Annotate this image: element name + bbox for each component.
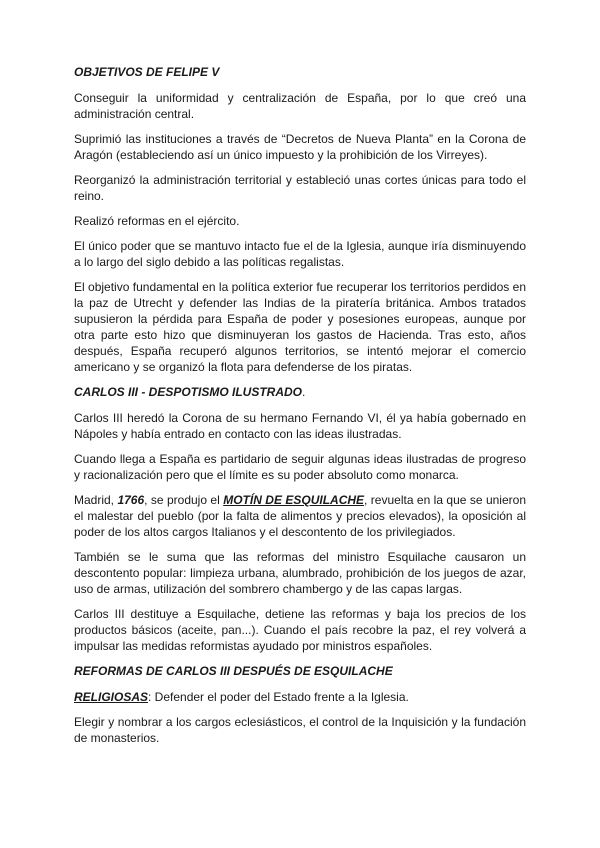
paragraph-ideas-ilustradas: Cuando llega a España es partidario de seguir algunas ideas ilustradas de progreso y racionalización pero que el límite es su poder absoluto como monarca. [74,452,526,482]
heading-carlos-iii-suffix: . [302,385,306,399]
religiosas-label: RELIGIOSAS [74,690,149,704]
paragraph-reformas-ejercito: Realizó reformas en el ejército. [74,214,240,228]
motin-description: , revuelta en la que se unieron el malestar del pueblo (por la falta de alimentos y precios elevados), la oposición al poder de los altos cargos Italianos y el descontento de los privilegiados. [74,493,526,539]
heading-carlos-iii [74,384,526,400]
religiosas-text: : Defender el poder del Estado frente a la Iglesia. [148,690,409,704]
paragraph-cargos-eclesiasticos: Elegir y nombrar a los cargos eclesiásticos, el control de la Inquisición y la fundación de monasterios. [74,715,526,745]
motin-mid: , se produjo el [144,493,224,507]
paragraph-uniformidad: Conseguir la uniformidad y centralización de España, por lo que creó una administración central. [74,91,526,121]
paragraph-destitucion: Carlos III destituye a Esquilache, detiene las reformas y baja los precios de los productos básicos (aceite, pan...). Cuando el país recobre la paz, el rey volverá a impulsar las medidas reformistas ayudado por ministros españoles. [74,607,526,653]
paragraph-descontento-popular: También se le suma que las reformas del ministro Esquilache causaron un descontento popular: limpieza urbana, alumbrado, prohibición de los juegos de azar, uso de armas, utilización del sombrero chambergo y de las capas largas. [74,550,526,596]
motin-intro: Madrid, [74,493,118,507]
paragraph-religiosas [74,689,526,705]
paragraph-politica-exterior: El objetivo fundamental en la política exterior fue recuperar los territorios perdidos en la paz de Utrecht y defender las Indias de la piratería británica. Ambos tratados supusieron la pérdida para España de poder y posesiones europeas, aunque por otra parte esto hizo que disminuyeran los gastos de Hacienda. Tras esto, años después, España recuperó algunos territorios, se intentó mejorar el comercio americano y se organizó la flota para defenderse de los piratas. [74,280,526,374]
paragraph-iglesia: El único poder que se mantuvo intacto fue el de la Iglesia, aunque iría disminuyendo a lo largo del siglo debido a las políticas regalistas. [74,239,526,269]
heading-carlos-iii-text: CARLOS III - DESPOTISMO ILUSTRADO [74,385,303,399]
paragraph-decretos-nueva-planta: Suprimió las instituciones a través de “Decretos de Nueva Planta” en la Corona de Aragón (estableciendo así un único impuesto y la prohibición de los Virreyes). [74,132,526,162]
heading-objetivos-felipe-v: OBJETIVOS DE FELIPE V [74,65,220,79]
motin-year: 1766 [117,493,145,507]
heading-reformas-carlos-iii: REFORMAS DE CARLOS III DESPUÉS DE ESQUILACHE [74,664,393,678]
paragraph-administracion-territorial: Reorganizó la administración territorial y estableció unas cortes únicas para todo el reino. [74,173,526,203]
paragraph-herencia-corona: Carlos III heredó la Corona de su hermano Fernando VI, él ya había gobernado en Nápoles y había entrado en contacto con las ideas ilustradas. [74,411,526,441]
paragraph-motin-esquilache [74,492,526,540]
motin-title: MOTÍN DE ESQUILACHE [223,493,365,507]
document-page [74,64,526,755]
